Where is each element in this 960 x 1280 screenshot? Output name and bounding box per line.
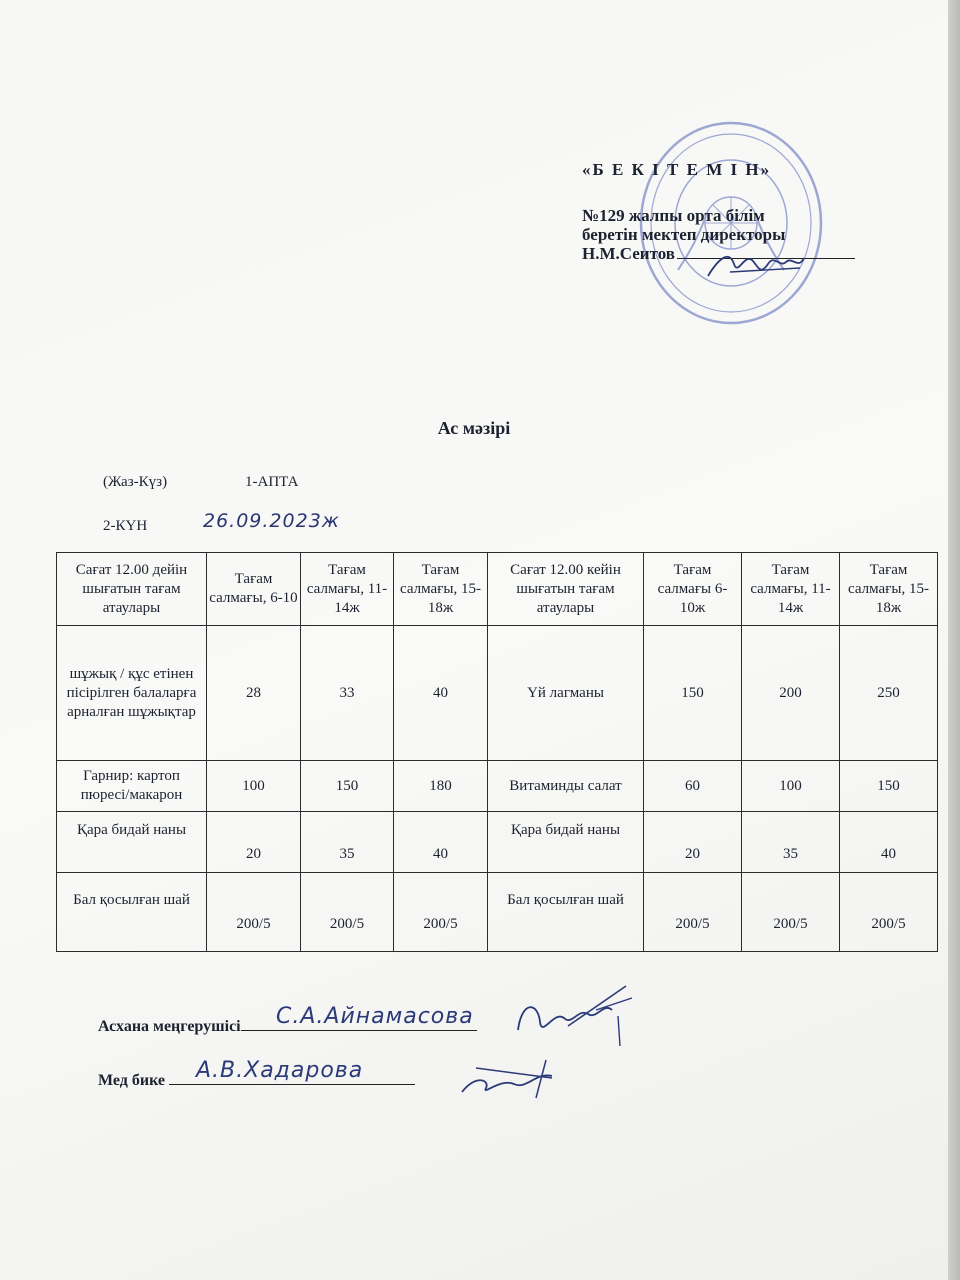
table-cell	[301, 873, 394, 952]
canteen-manager-signature	[508, 980, 638, 1050]
cell-text: Қара бидай наны	[510, 821, 621, 838]
table-cell: 28	[207, 626, 301, 761]
cell-text: 200/5	[329, 915, 365, 932]
table-cell	[840, 812, 938, 873]
cell-text: Қара бидай наны	[76, 821, 187, 838]
table-cell: 60	[644, 761, 742, 812]
table-cell	[394, 812, 488, 873]
cell-text: 40	[881, 845, 896, 862]
table-cell	[301, 812, 394, 873]
approval-school-line: №129 жалпы орта білім	[582, 206, 765, 225]
table-cell	[394, 873, 488, 952]
header-cell: Сағат 12.00 кейін шығатын тағам атаулары	[488, 553, 644, 626]
cell-text: 200/5	[871, 915, 906, 932]
nurse-signature	[456, 1054, 566, 1104]
table-cell: 250	[840, 626, 938, 761]
table-row	[57, 626, 938, 761]
cell-text: 200/5	[675, 915, 710, 932]
table-cell: 150	[840, 761, 938, 812]
cell-text: 20	[685, 845, 700, 862]
table-cell: 200	[742, 626, 840, 761]
header-cell: Тағам салмағы, 11-14ж	[742, 553, 840, 626]
cell-text: 200/5	[236, 915, 271, 932]
cell-text: 20	[246, 845, 261, 862]
menu-table	[56, 552, 938, 952]
cell-text: Бал қосылған шай	[73, 891, 190, 908]
approval-director-line: беретін мектеп директоры	[582, 225, 786, 244]
day-label: 2-КҮН	[103, 518, 148, 534]
page-edge	[948, 0, 960, 1280]
header-cell: Тағам салмағы, 6-10	[207, 553, 301, 626]
table-cell: 150	[644, 626, 742, 761]
approval-heading: «Б Е К І Т Е М І Н»	[582, 160, 772, 179]
handwritten-date: 26.09.2023ж	[203, 510, 340, 532]
header-cell: Тағам салмағы 6-10ж	[644, 553, 742, 626]
table-cell	[742, 812, 840, 873]
table-cell	[644, 873, 742, 952]
cell-text: 200/5	[773, 915, 808, 932]
canteen-manager-label: Асхана меңгерушісі	[98, 1018, 241, 1035]
table-cell: 33	[301, 626, 394, 761]
table-cell	[742, 873, 840, 952]
cell-text: 40	[433, 845, 448, 862]
table-cell	[207, 873, 301, 952]
cell-text: 35	[783, 845, 798, 862]
header-cell: Тағам салмағы, 15-18ж	[840, 553, 938, 626]
table-row	[57, 873, 938, 952]
table-cell	[57, 873, 207, 952]
table-cell: 40	[394, 626, 488, 761]
cell-text: Бал қосылған шай	[507, 891, 624, 908]
table-cell	[840, 873, 938, 952]
approval-director-name: Н.М.Сеитов	[582, 244, 675, 263]
table-cell: шұжық / құс етінен пісірілген балаларға арналған шұжықтар	[57, 626, 207, 761]
table-cell: Гарнир: картоп пюресі/макарон	[57, 761, 207, 812]
nurse-label: Мед бике	[98, 1072, 166, 1089]
table-header-row	[57, 553, 938, 626]
page-title: Ас мәзірі	[437, 418, 511, 438]
table-cell: 180	[394, 761, 488, 812]
table-cell: 100	[207, 761, 301, 812]
table-row	[57, 761, 938, 812]
header-cell: Тағам салмағы, 11-14ж	[301, 553, 394, 626]
header-cell: Сағат 12.00 дейін шығатын тағам атаулары	[57, 553, 207, 626]
header-cell: Тағам салмағы, 15-18ж	[394, 553, 488, 626]
table-cell: 100	[742, 761, 840, 812]
canteen-manager-handwritten-name: С.А.Айнамасова	[276, 1004, 474, 1029]
week-label: 1-АПТА	[245, 474, 299, 490]
table-cell	[488, 812, 644, 873]
table-row	[57, 812, 938, 873]
cell-text: 35	[339, 845, 355, 862]
cell-text: 200/5	[423, 915, 458, 932]
table-cell: Үй лагманы	[488, 626, 644, 761]
table-cell: Витаминды салат	[488, 761, 644, 812]
director-signature	[700, 246, 810, 286]
table-cell	[488, 873, 644, 952]
table-cell: 150	[301, 761, 394, 812]
season-label: (Жаз-Күз)	[103, 474, 168, 490]
table-cell	[57, 812, 207, 873]
table-cell	[644, 812, 742, 873]
table-cell	[207, 812, 301, 873]
nurse-handwritten-name: А.В.Хадарова	[196, 1058, 364, 1083]
